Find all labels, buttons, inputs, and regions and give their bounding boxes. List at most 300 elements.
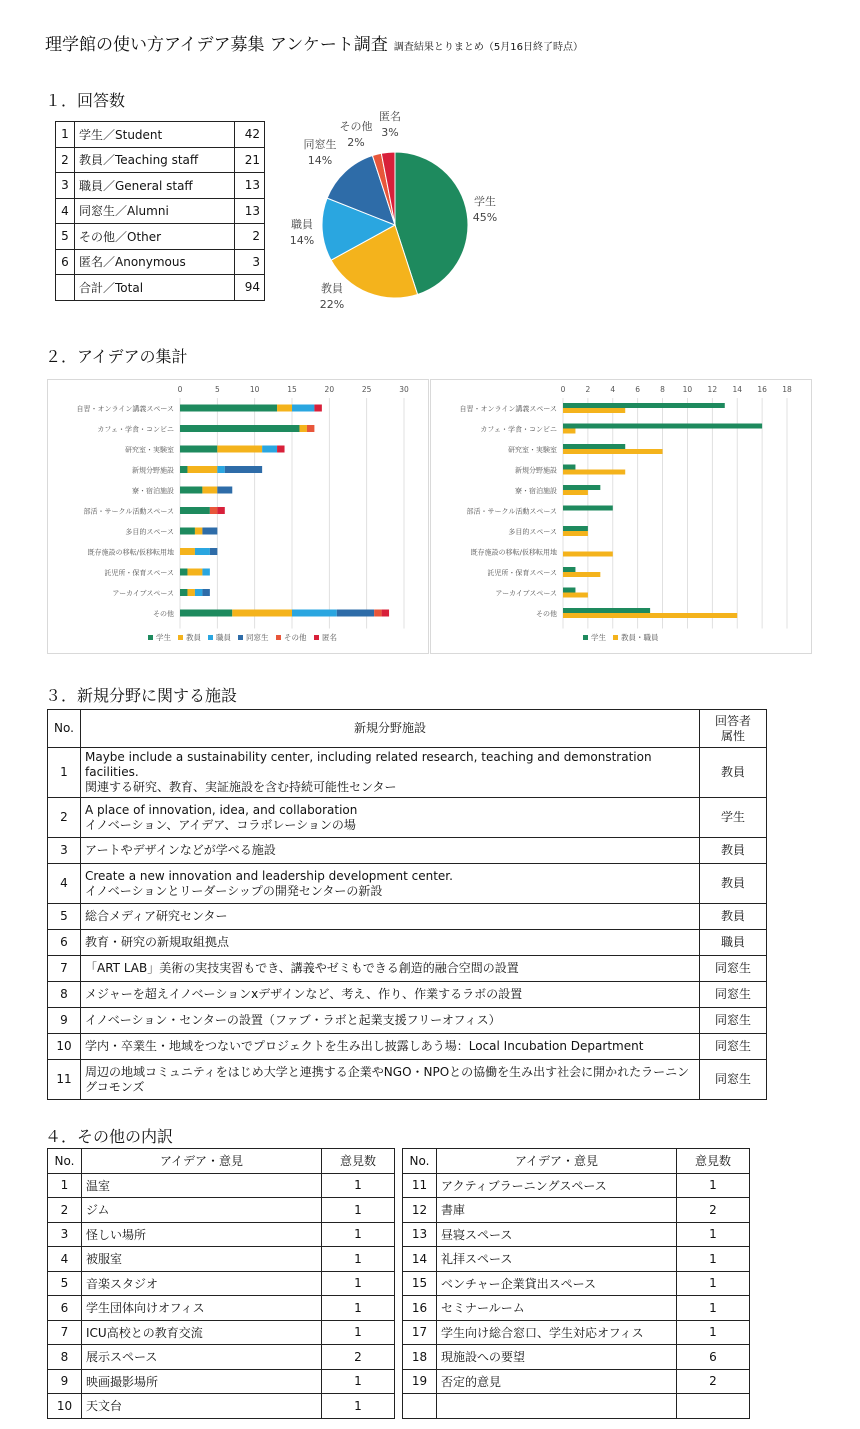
- bar-segment: [314, 405, 321, 412]
- idea-text: 昼寝スペース: [437, 1222, 677, 1247]
- row-label: 匿名／Anonymous: [75, 249, 235, 275]
- opinion-count: 6: [677, 1345, 750, 1370]
- table-row: [48, 930, 767, 956]
- response-count-table: [55, 121, 265, 301]
- bar: [563, 531, 588, 536]
- x-tick-label: 16: [757, 385, 767, 394]
- facility-line-2: イノベーションとリーダーシップの開発センターの新設: [85, 883, 383, 898]
- row-number: 11: [48, 1060, 81, 1100]
- section2-heading: ２．アイデアの集計: [45, 347, 188, 366]
- title-text: 理学館の使い方アイデア募集 アンケート調査: [45, 35, 388, 55]
- row-number: 1: [48, 748, 81, 798]
- table-row: [48, 1060, 767, 1100]
- row-number: 7: [48, 1320, 82, 1345]
- bar-segment: [195, 589, 202, 596]
- respondent-attribute: 教員: [700, 838, 767, 864]
- grouped-bar-chart-frame: [430, 379, 812, 654]
- y-category-label: 託児所・保育スペース: [487, 569, 557, 577]
- facility-line-1: Create a new innovation and leadership development center.: [85, 868, 453, 883]
- facility-text: [81, 956, 700, 982]
- row-number: 4: [56, 198, 75, 224]
- facility-line-1: イノベーション・センターの設置（ファブ・ラボと起業支援フリーオフィス）: [85, 1013, 501, 1027]
- table-row: [48, 838, 767, 864]
- pie-percent-label: 45%: [472, 211, 498, 224]
- table-row: [56, 249, 265, 275]
- idea-text: セミナールーム: [437, 1296, 677, 1321]
- table-row: [403, 1247, 750, 1272]
- row-label: 同窓生／Alumni: [75, 198, 235, 224]
- pie-category-label: 職員: [291, 218, 313, 231]
- table-row: [48, 982, 767, 1008]
- x-tick-label: 0: [560, 385, 566, 394]
- bar-segment: [307, 425, 314, 432]
- col-attribute: 回答者 属性: [700, 710, 767, 748]
- table-row: [48, 1271, 395, 1296]
- idea-text: ICU高校との教育交流: [82, 1320, 322, 1345]
- opinion-count: 1: [322, 1296, 395, 1321]
- row-number: 5: [56, 224, 75, 250]
- facility-line-2: グコモンズ: [85, 1079, 145, 1094]
- bar: [563, 572, 600, 577]
- opinion-count: 2: [322, 1345, 395, 1370]
- bar-segment: [180, 507, 210, 514]
- row-number: 17: [403, 1320, 437, 1345]
- legend-swatch: [238, 635, 243, 640]
- opinion-count: 1: [322, 1320, 395, 1345]
- bar-segment: [374, 610, 381, 617]
- opinion-count: 1: [677, 1296, 750, 1321]
- row-value: 2: [234, 224, 264, 250]
- bar: [563, 444, 625, 449]
- bar-segment: [180, 425, 299, 432]
- idea-text: 天文台: [82, 1394, 322, 1419]
- y-category-label: 既存施設の移転/仮移転用地: [470, 548, 557, 557]
- legend-swatch: [314, 635, 319, 640]
- facility-line-1: 学内・卒業生・地域をつないでプロジェクトを生み出し披露しあう場：Local Incubation Department: [85, 1039, 644, 1053]
- table-row: [48, 1369, 395, 1394]
- respondent-attribute: 同窓生: [700, 982, 767, 1008]
- idea-text: 温室: [82, 1173, 322, 1198]
- facility-line-1: 周辺の地域コミュニティをはじめ大学と連携する企業やNGO・NPOとの協働を生み出す社会に開かれたラーニン: [85, 1064, 690, 1079]
- bar-segment: [277, 446, 284, 453]
- bar-segment: [180, 405, 277, 412]
- x-tick-label: 15: [287, 385, 297, 394]
- respondent-attribute: 同窓生: [700, 1034, 767, 1060]
- row-number: 6: [56, 249, 75, 275]
- respondent-attribute: 教員: [700, 864, 767, 904]
- idea-text: ベンチャー企業貸出スペース: [437, 1271, 677, 1296]
- bar-segment: [202, 487, 217, 494]
- bar-segment: [180, 569, 187, 576]
- x-tick-label: 0: [177, 385, 183, 394]
- x-tick-label: 14: [732, 385, 742, 394]
- x-tick-label: 5: [214, 385, 220, 394]
- respondent-attribute: 同窓生: [700, 1008, 767, 1034]
- stacked-bar-chart-frame: [47, 379, 429, 654]
- bar: [563, 465, 575, 470]
- legend-label: 学生: [591, 633, 606, 642]
- y-category-label: 寮・宿泊施設: [515, 487, 557, 495]
- bar-segment: [187, 589, 194, 596]
- row-value: 3: [234, 249, 264, 275]
- facility-text: [81, 930, 700, 956]
- pie-category-label: 学生: [474, 195, 496, 208]
- row-number: 16: [403, 1296, 437, 1321]
- facility-line-1: アートやデザインなどが学べる施設: [85, 843, 276, 857]
- table-row: [403, 1198, 750, 1223]
- col-no: No.: [48, 1149, 82, 1174]
- bar-segment: [202, 569, 209, 576]
- facility-text: [81, 1008, 700, 1034]
- legend-label: 同窓生: [246, 633, 269, 642]
- row-label: 教員／Teaching staff: [75, 147, 235, 173]
- opinion-count: 1: [677, 1320, 750, 1345]
- table-row: [48, 864, 767, 904]
- grouped-bar-chart: [431, 380, 811, 653]
- facility-line-1: 総合メディア研究センター: [85, 909, 228, 923]
- bar-segment: [210, 548, 217, 555]
- table-row: [48, 798, 767, 838]
- table-row: [403, 1369, 750, 1394]
- opinion-count: 1: [677, 1271, 750, 1296]
- bar-segment: [292, 405, 314, 412]
- col-no: No.: [403, 1149, 437, 1174]
- idea-text: 音楽スタジオ: [82, 1271, 322, 1296]
- row-number: 2: [48, 1198, 82, 1223]
- opinion-count: 1: [322, 1222, 395, 1247]
- bar: [563, 470, 625, 475]
- facility-text: [81, 1034, 700, 1060]
- respondent-attribute: 同窓生: [700, 1060, 767, 1100]
- y-category-label: 既存施設の移転/仮移転用地: [87, 548, 174, 557]
- facility-line-1: A place of innovation, idea, and collaboration: [85, 802, 358, 817]
- table-row: [48, 1198, 395, 1223]
- bar: [563, 613, 737, 618]
- row-number: 15: [403, 1271, 437, 1296]
- row-number: 5: [48, 904, 81, 930]
- table-row: [48, 1008, 767, 1034]
- row-number: 6: [48, 1296, 82, 1321]
- legend-label: 教員: [186, 633, 201, 642]
- idea-text: 学生団体向けオフィス: [82, 1296, 322, 1321]
- row-number: 11: [403, 1173, 437, 1198]
- bar: [563, 506, 613, 511]
- opinion-count: 1: [677, 1247, 750, 1272]
- legend-swatch: [178, 635, 183, 640]
- idea-text: アクティブラーニングスペース: [437, 1173, 677, 1198]
- table-row: [48, 1247, 395, 1272]
- table-row: [56, 147, 265, 173]
- row-number: 10: [48, 1034, 81, 1060]
- table-row: [403, 1345, 750, 1370]
- bar-segment: [299, 425, 306, 432]
- opinion-count: [677, 1394, 750, 1419]
- idea-text: [437, 1394, 677, 1419]
- y-category-label: その他: [153, 610, 174, 618]
- row-value: 94: [234, 275, 264, 301]
- table-row: [48, 1173, 395, 1198]
- table-row: [403, 1222, 750, 1247]
- facility-line-1: 「ART LAB」美術の実技実習もでき、講義やゼミもできる創造的融合空間の設置: [85, 961, 519, 975]
- bar: [563, 429, 575, 434]
- y-category-label: アーカイブスペース: [495, 589, 557, 598]
- pie-category-label: 匿名: [379, 110, 401, 123]
- row-label: 職員／General staff: [75, 173, 235, 199]
- pie-category-label: 同窓生: [303, 138, 337, 151]
- bar: [563, 552, 613, 557]
- bar-segment: [292, 610, 337, 617]
- table-row: [403, 1296, 750, 1321]
- bar-segment: [277, 405, 292, 412]
- row-value: 13: [234, 173, 264, 199]
- bar-segment: [195, 528, 202, 535]
- y-category-label: 研究室・実験室: [125, 446, 174, 454]
- row-number: 3: [48, 1222, 82, 1247]
- y-category-label: 新規分野施設: [515, 466, 557, 475]
- respondent-attribute: 同窓生: [700, 956, 767, 982]
- y-category-label: 自習・オンライン講義スペース: [459, 405, 557, 413]
- x-tick-label: 20: [324, 385, 335, 394]
- idea-text: 否定的意見: [437, 1369, 677, 1394]
- pie-category-label: その他: [339, 120, 373, 133]
- row-number: 5: [48, 1271, 82, 1296]
- legend-swatch: [148, 635, 153, 640]
- row-label: その他／Other: [75, 224, 235, 250]
- row-number: 9: [48, 1369, 82, 1394]
- x-tick-label: 12: [707, 385, 718, 394]
- col-no: No.: [48, 710, 81, 748]
- respondent-pie-chart: [280, 110, 510, 320]
- row-number: 9: [48, 1008, 81, 1034]
- facility-text: [81, 904, 700, 930]
- section1-heading: １．回答数: [45, 91, 126, 110]
- x-tick-label: 6: [635, 385, 641, 394]
- idea-text: 展示スペース: [82, 1345, 322, 1370]
- facility-line-2: イノベーション、アイデア、コラボレーションの場: [85, 817, 356, 832]
- legend-swatch: [208, 635, 213, 640]
- row-number: 1: [48, 1173, 82, 1198]
- bar-segment: [180, 528, 195, 535]
- x-tick-label: 2: [585, 385, 591, 394]
- row-number: 12: [403, 1198, 437, 1223]
- table-row: [56, 224, 265, 250]
- table-row: [48, 748, 767, 798]
- pie-percent-label: 14%: [289, 234, 315, 247]
- facility-text: [81, 864, 700, 904]
- row-label: 学生／Student: [75, 122, 235, 148]
- table-row: [403, 1271, 750, 1296]
- idea-text: ジム: [82, 1198, 322, 1223]
- bar-segment: [202, 528, 217, 535]
- facility-text: [81, 798, 700, 838]
- table-row: [48, 1345, 395, 1370]
- legend-label: 教員・職員: [621, 633, 659, 642]
- bar-segment: [180, 610, 232, 617]
- y-category-label: アーカイブスペース: [112, 589, 174, 598]
- pie-percent-label: 2%: [347, 136, 365, 149]
- y-category-label: 自習・オンライン講義スペース: [76, 405, 174, 413]
- respondent-attribute: 学生: [700, 798, 767, 838]
- facility-text: [81, 982, 700, 1008]
- bar: [563, 490, 588, 495]
- legend-label: その他: [284, 633, 307, 642]
- bar: [563, 588, 575, 593]
- bar-segment: [217, 487, 232, 494]
- row-number: [403, 1394, 437, 1419]
- section4-heading: ４．その他の内訳: [45, 1127, 174, 1146]
- bar-segment: [187, 466, 217, 473]
- idea-text: 映画撮影場所: [82, 1369, 322, 1394]
- y-category-label: 新規分野施設: [132, 466, 174, 475]
- row-number: 4: [48, 864, 81, 904]
- row-number: 10: [48, 1394, 82, 1419]
- section3-heading: ３．新規分野に関する施設: [45, 686, 238, 705]
- pie-category-label: 教員: [321, 282, 343, 295]
- facility-line-2: 関連する研究、教育、実証施設を含む持続可能性センター: [85, 780, 397, 794]
- col-facility: 新規分野施設: [81, 710, 700, 748]
- pie-percent-label: 14%: [307, 154, 333, 167]
- legend-label: 学生: [156, 633, 171, 642]
- facility-text: [81, 1060, 700, 1100]
- opinion-count: 1: [322, 1394, 395, 1419]
- facility-text: [81, 838, 700, 864]
- legend-swatch: [613, 635, 618, 640]
- row-value: 42: [234, 122, 264, 148]
- bar: [563, 567, 575, 572]
- other-breakdown-table-right: [402, 1148, 750, 1419]
- bar-segment: [337, 610, 374, 617]
- bar-segment: [217, 446, 262, 453]
- y-category-label: カフェ・学食・コンビニ: [480, 425, 557, 434]
- y-category-label: 部活・サークル活動スペース: [83, 507, 174, 516]
- table-row: [56, 122, 265, 148]
- table-row: [48, 1034, 767, 1060]
- x-tick-label: 4: [610, 385, 616, 394]
- respondent-attribute: 教員: [700, 904, 767, 930]
- bar: [563, 408, 625, 413]
- facility-line-1: Maybe include a sustainability center, including related research, teaching and demonstration facilities.: [85, 750, 652, 779]
- bar-segment: [217, 466, 224, 473]
- bar: [563, 449, 663, 454]
- bar-segment: [187, 569, 202, 576]
- row-number: 3: [48, 838, 81, 864]
- row-number: 2: [56, 147, 75, 173]
- bar-segment: [180, 589, 187, 596]
- col-count: 意見数: [677, 1149, 750, 1174]
- y-category-label: 多目的スペース: [508, 528, 557, 536]
- opinion-count: 1: [322, 1247, 395, 1272]
- y-category-label: 多目的スペース: [125, 528, 174, 536]
- facility-line-1: メジャーを超えイノベーションxデザインなど、考え、作り、作業するラボの設置: [85, 987, 523, 1001]
- y-category-label: 研究室・実験室: [508, 446, 557, 454]
- legend-label: 職員: [216, 633, 231, 642]
- y-category-label: その他: [536, 610, 557, 618]
- bar: [563, 424, 762, 429]
- y-category-label: カフェ・学食・コンビニ: [97, 425, 174, 434]
- bar: [563, 403, 725, 408]
- page-title: [45, 30, 583, 55]
- legend-label: 匿名: [322, 633, 337, 642]
- bar-segment: [180, 466, 187, 473]
- bar-segment: [180, 487, 202, 494]
- col-idea: アイデア・意見: [437, 1149, 677, 1174]
- bar-segment: [180, 446, 217, 453]
- table-row: [48, 1394, 395, 1419]
- respondent-attribute: 職員: [700, 930, 767, 956]
- other-breakdown-table-left: [47, 1148, 395, 1419]
- idea-text: 学生向け総合窓口、学生対応オフィス: [437, 1320, 677, 1345]
- bar: [563, 593, 588, 598]
- respondent-attribute: 教員: [700, 748, 767, 798]
- row-number: 2: [48, 798, 81, 838]
- bar-segment: [195, 548, 210, 555]
- table-row: [48, 956, 767, 982]
- y-category-label: 部活・サークル活動スペース: [466, 507, 557, 516]
- idea-text: 怪しい場所: [82, 1222, 322, 1247]
- row-number: [56, 275, 75, 301]
- table-row: [56, 275, 265, 301]
- pie-percent-label: 22%: [319, 298, 345, 311]
- row-number: 8: [48, 1345, 82, 1370]
- idea-text: 礼拝スペース: [437, 1247, 677, 1272]
- opinion-count: 1: [322, 1271, 395, 1296]
- col-idea: アイデア・意見: [82, 1149, 322, 1174]
- x-tick-label: 30: [399, 385, 409, 394]
- table-row: [48, 1320, 395, 1345]
- bar-segment: [180, 548, 195, 555]
- bar-segment: [225, 466, 262, 473]
- facility-line-1: 教育・研究の新規取組拠点: [85, 935, 230, 949]
- table-row: [403, 1320, 750, 1345]
- row-number: 19: [403, 1369, 437, 1394]
- x-tick-label: 18: [782, 385, 792, 394]
- bar-segment: [232, 610, 292, 617]
- row-number: 6: [48, 930, 81, 956]
- row-label: 合計／Total: [75, 275, 235, 301]
- facility-text: [81, 748, 700, 798]
- idea-text: 書庫: [437, 1198, 677, 1223]
- bar: [563, 608, 650, 613]
- row-number: 8: [48, 982, 81, 1008]
- opinion-count: 1: [322, 1198, 395, 1223]
- opinion-count: 1: [677, 1222, 750, 1247]
- pie-percent-label: 3%: [381, 126, 399, 139]
- row-number: 3: [56, 173, 75, 199]
- row-value: 21: [234, 147, 264, 173]
- opinion-count: 2: [677, 1369, 750, 1394]
- bar-segment: [217, 507, 224, 514]
- y-category-label: 託児所・保育スペース: [104, 569, 174, 577]
- opinion-count: 2: [677, 1198, 750, 1223]
- table-row: [48, 1222, 395, 1247]
- opinion-count: 1: [322, 1369, 395, 1394]
- table-row: [56, 198, 265, 224]
- row-number: 1: [56, 122, 75, 148]
- legend-swatch: [276, 635, 281, 640]
- bar: [563, 485, 600, 490]
- legend-swatch: [583, 635, 588, 640]
- bar-segment: [202, 589, 209, 596]
- x-tick-label: 10: [249, 385, 260, 394]
- x-tick-label: 10: [682, 385, 693, 394]
- row-number: 13: [403, 1222, 437, 1247]
- y-category-label: 寮・宿泊施設: [132, 487, 174, 495]
- row-number: 7: [48, 956, 81, 982]
- bar-segment: [262, 446, 277, 453]
- idea-text: 被服室: [82, 1247, 322, 1272]
- col-count: 意見数: [322, 1149, 395, 1174]
- row-value: 13: [234, 198, 264, 224]
